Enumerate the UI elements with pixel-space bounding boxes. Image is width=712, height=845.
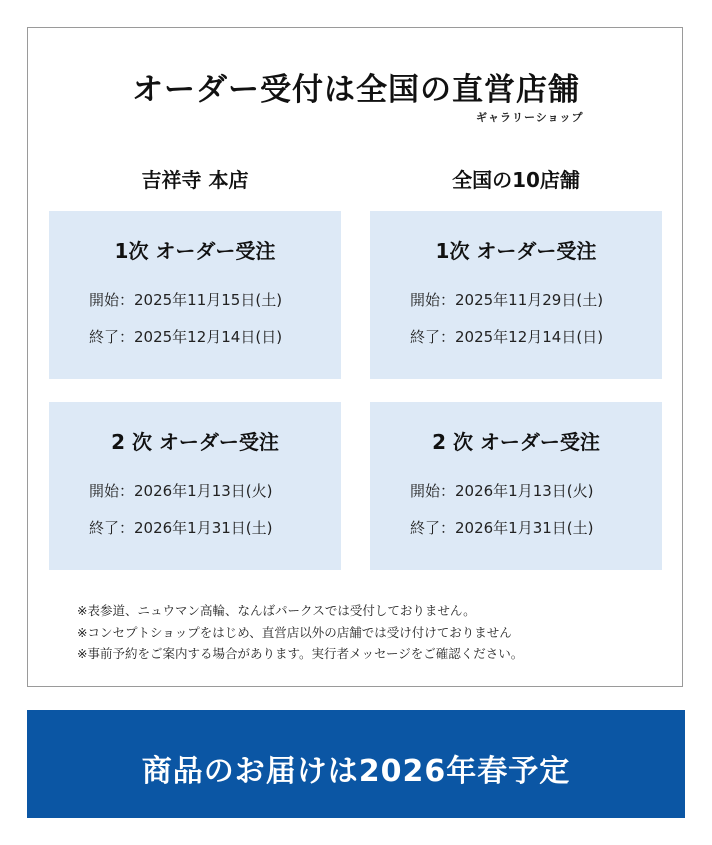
note-item: ※事前予約をご案内する場合があります。実行者メッセージをご確認ください。	[77, 646, 524, 661]
order-card-kichijoji-first	[49, 211, 341, 379]
order-card-title: 1次 オーダー受注	[435, 239, 597, 263]
notes-list	[77, 600, 523, 665]
order-end-date: 終了：2026年1月31日(土)	[410, 519, 594, 537]
order-card-title: 1次 オーダー受注	[114, 239, 276, 263]
order-end-date: 終了：2025年12月14日(日)	[89, 328, 283, 346]
page-title: オーダー受付は全国の直営店舗	[132, 72, 580, 108]
order-start-date: 開始：2026年1月13日(火)	[89, 482, 273, 500]
column-heading-kichijoji: 吉祥寺 本店	[141, 168, 249, 192]
note-item: ※表参道、ニュウマン高輪、なんばパークスでは受付しておりません。	[77, 603, 476, 618]
column-heading-nationwide: 全国の10店舗	[452, 168, 580, 192]
order-start-date: 開始：2025年11月15日(土)	[89, 291, 283, 309]
order-card-kichijoji-second	[49, 402, 341, 570]
delivery-banner-text: 商品のお届けは2026年春予定	[141, 754, 571, 789]
order-start-date: 開始：2025年11月29日(土)	[410, 291, 604, 309]
order-card-nationwide-second	[370, 402, 662, 570]
order-card-title: 2 次 オーダー受注	[432, 430, 600, 454]
page-subtitle: ギャラリーショップ	[476, 111, 584, 124]
note-item: ※コンセプトショップをはじめ、直営店以外の店舗では受け付けておりません	[77, 624, 512, 640]
order-card-title: 2 次 オーダー受注	[111, 430, 279, 454]
order-start-date: 開始：2026年1月13日(火)	[410, 482, 594, 500]
order-end-date: 終了：2025年12月14日(日)	[410, 328, 604, 346]
order-card-nationwide-first	[370, 211, 662, 379]
order-end-date: 終了：2026年1月31日(土)	[89, 519, 273, 537]
delivery-banner	[27, 710, 685, 818]
